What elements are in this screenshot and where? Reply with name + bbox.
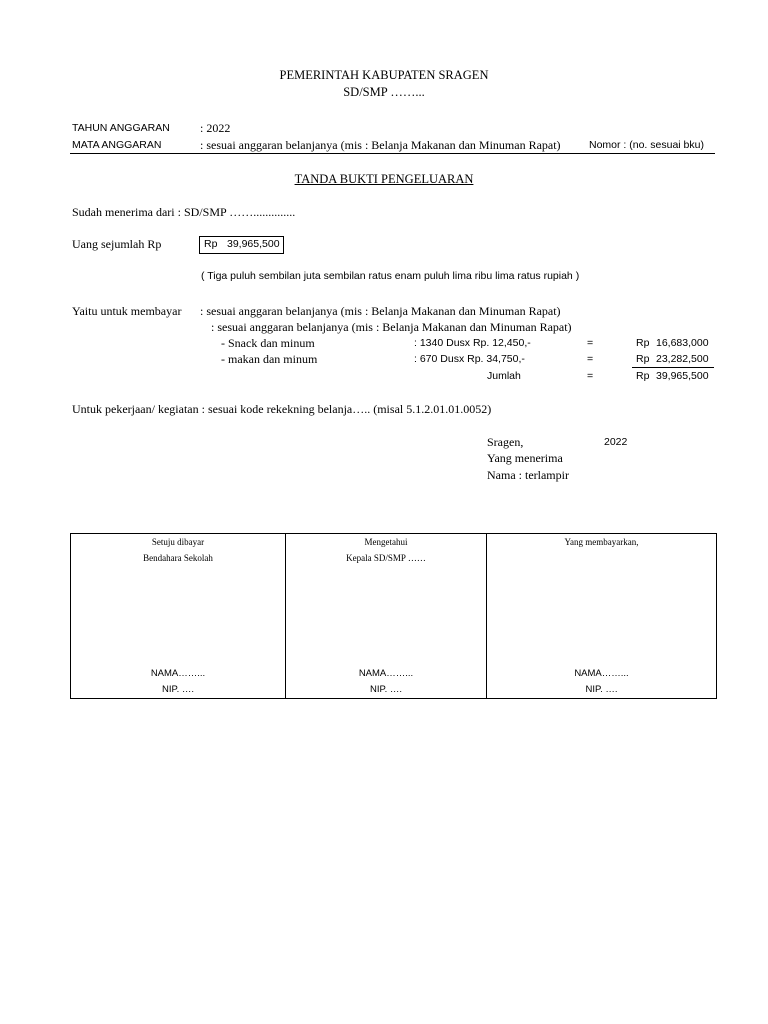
total-currency: Rp <box>636 370 650 382</box>
purpose-line1: : sesuai anggaran belanjanya (mis : Belanja Makanan dan Minuman Rapat) <box>200 304 561 318</box>
amount-in-words: ( Tiga puluh sembilan juta sembilan ratus enam puluh lima ribu lima ratus rupiah ) <box>201 270 580 282</box>
item-amount: 23,282,500 <box>656 353 709 365</box>
receipt-place: Sragen, <box>487 435 524 449</box>
header-line2: SD/SMP ……... <box>343 85 425 99</box>
signature-nip: NIP. …. <box>161 684 195 695</box>
signature-nama: NAMA……... <box>574 668 629 679</box>
mata-anggaran-value: : sesuai anggaran belanjanya (mis : Belanja Makanan dan Minuman Rapat) <box>200 138 561 152</box>
item-name: - makan dan minum <box>221 352 318 366</box>
receipt-year: 2022 <box>604 436 628 448</box>
signature-nip: NIP. …. <box>369 684 403 695</box>
total-equals: = <box>587 370 594 382</box>
activity-line: Untuk pekerjaan/ kegiatan : sesuai kode rekekning belanja….. (misal 5.1.2.01.01.0052) <box>72 402 492 416</box>
nomor-field: Nomor : (no. sesuai bku) <box>589 139 704 151</box>
total-label: Jumlah <box>487 370 521 382</box>
document-title: TANDA BUKTI PENGELUARAN <box>294 172 474 186</box>
signature-nip: NIP. …. <box>585 684 618 695</box>
receipt-receiver: Yang menerima <box>487 451 563 465</box>
item-equals: = <box>587 353 594 365</box>
item-qty: : 670 Dusx Rp. 34,750,- <box>414 353 525 365</box>
signature-nama: NAMA……... <box>150 668 206 679</box>
amount-currency: Rp <box>204 238 218 250</box>
signature-cell-pembayar <box>487 534 717 699</box>
signature-cell-bendahara <box>71 534 286 699</box>
mata-anggaran-label: MATA ANGGARAN <box>72 139 162 151</box>
item-qty: : 1340 Dusx Rp. 12,450,- <box>414 337 531 349</box>
total-amount: 39,965,500 <box>656 370 709 382</box>
signature-cell-kepala <box>286 534 487 699</box>
received-from: Sudah menerima dari : SD/SMP …….............. <box>72 205 296 219</box>
item-currency: Rp <box>636 353 650 365</box>
tahun-anggaran-value: : 2022 <box>200 121 231 135</box>
item-name: - Snack dan minum <box>221 336 315 350</box>
purpose-label: Yaitu untuk membayar <box>72 304 182 318</box>
signature-table <box>70 533 717 699</box>
header-divider <box>70 153 715 154</box>
purpose-line2: : sesuai anggaran belanjanya (mis : Belanja Makanan dan Minuman Rapat) <box>211 320 572 334</box>
amount-value: 39,965,500 <box>227 238 280 250</box>
item-equals: = <box>587 337 594 349</box>
tahun-anggaran-label: TAHUN ANGGARAN <box>72 122 170 134</box>
signature-role: Setuju dibayar <box>151 537 205 547</box>
amount-label: Uang sejumlah Rp <box>72 237 162 251</box>
signature-title: Kepala SD/SMP …… <box>346 553 426 563</box>
signature-nama: NAMA……... <box>358 668 414 679</box>
item-currency: Rp <box>636 337 650 349</box>
header-line1: PEMERINTAH KABUPATEN SRAGEN <box>279 68 489 82</box>
signature-title: Bendahara Sekolah <box>143 553 213 563</box>
total-divider <box>632 367 714 368</box>
receipt-name: Nama : terlampir <box>487 468 569 482</box>
item-amount: 16,683,000 <box>656 337 709 349</box>
signature-role: Mengetahui <box>364 537 408 547</box>
amount-box <box>199 236 284 254</box>
signature-role: Yang membayarkan, <box>564 537 639 547</box>
